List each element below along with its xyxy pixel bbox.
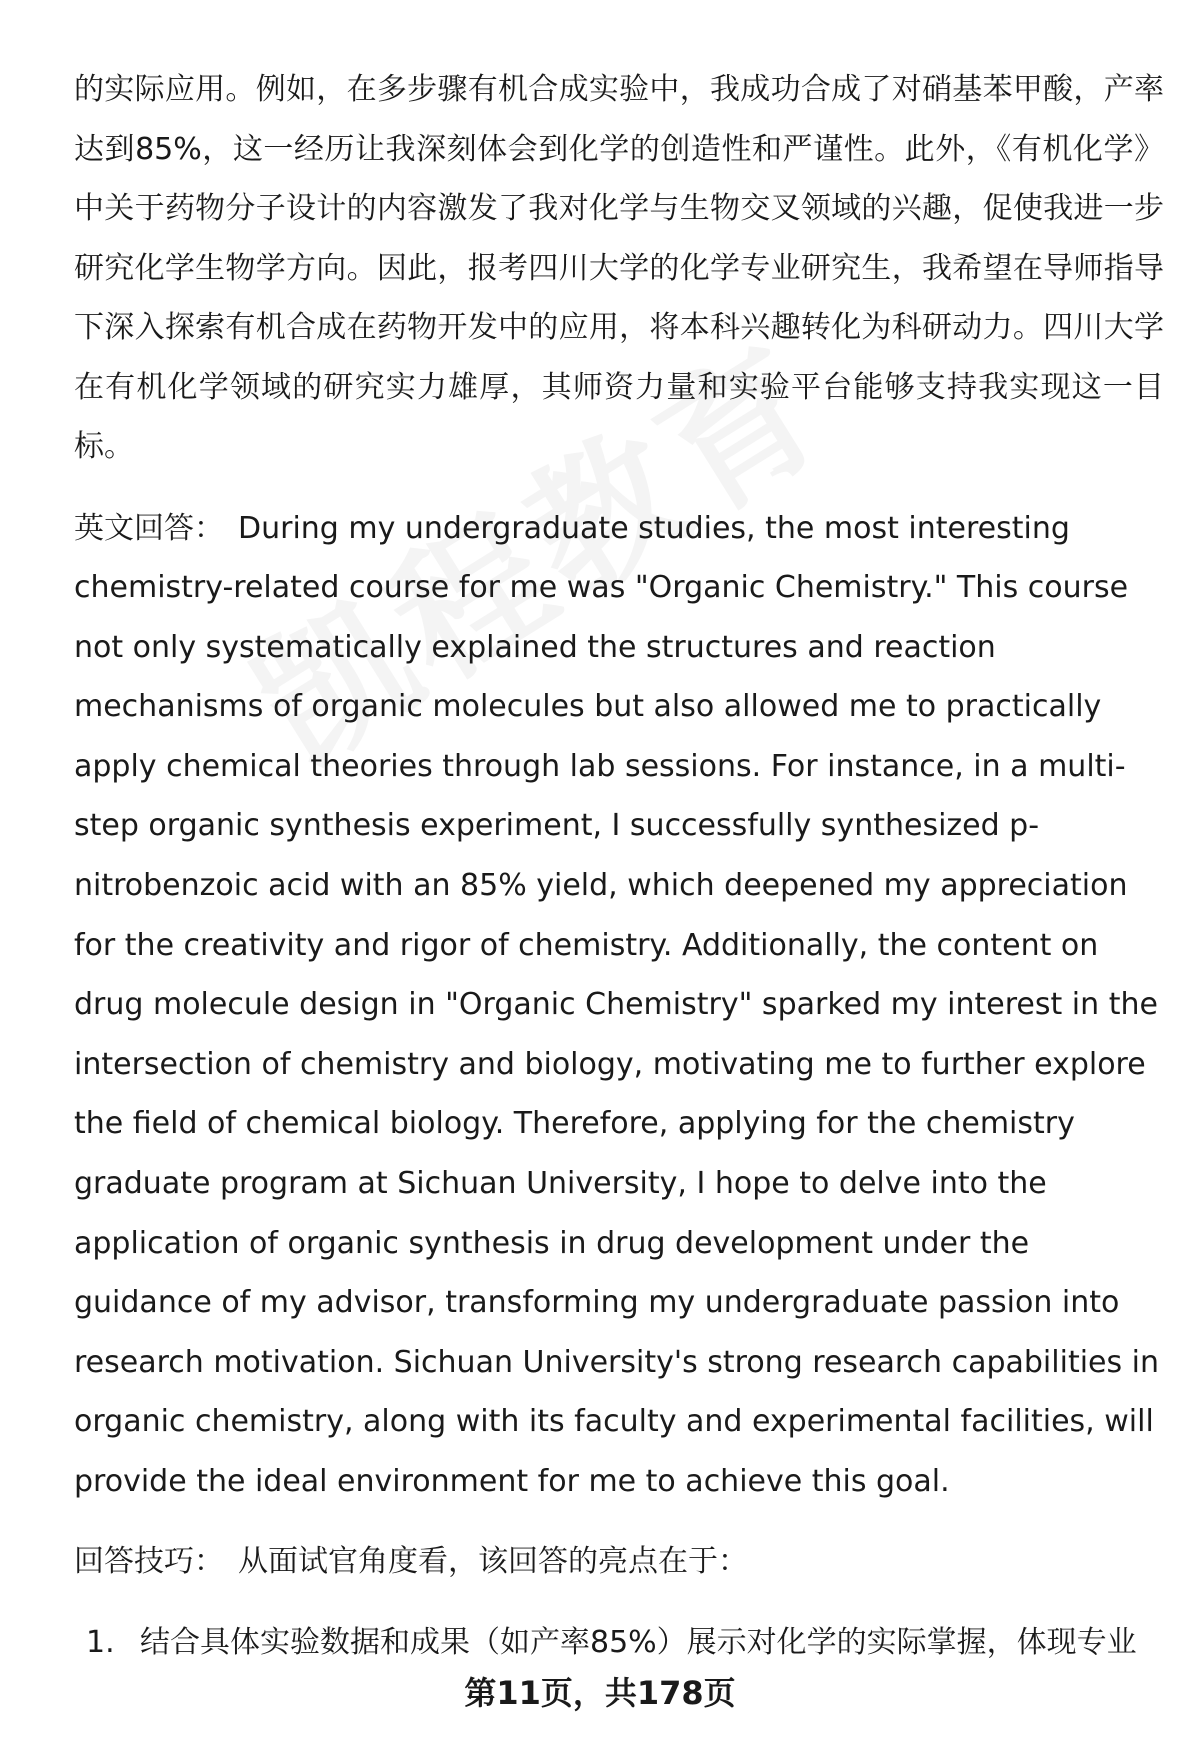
english-answer-label: 英文回答： [74, 510, 224, 546]
chinese-answer-paragraph: 的实际应用。例如，在多步骤有机合成实验中，我成功合成了对硝基苯甲酸，产率达到85%，这一经历让我深刻体会到化学的创造性和严谨性。此外，《有机化学》中关于药物分子设计的内容激发了我对化学与生物交叉领域的兴趣，促使我进一步研究化学生物学方向。因此，报考四川大学的化学专业研究生，我希望在导师指导下深入探索有机合成在药物开发中的应用，将本科兴趣转化为科研动力。四川大学在有机化学领域的研究实力雄厚，其师资力量和实验平台能够支持我实现这一目标。 [74, 72, 1164, 464]
tips-list [74, 1613, 1164, 1672]
english-answer-text: During my undergraduate studies, the most interesting chemistry-related course for me was "Organic Chemistry." This course not only systematically explained the structures and reaction mechanisms of organic molecules but also allowed me to practically apply chemical theories through lab sessions. For instance, in a multi-step organic synthesis experiment, I successfully synthesized p-nitrobenzoic acid with an 85% yield, which deepened my appreciation for the creativity and rigor of chemistry. Additionally, the content on drug molecule design in "Organic Chemistry" sparked my interest in the intersection of chemistry and biology, motivating me to further explore the field of chemical biology. Therefore, applying for the chemistry graduate program at Sichuan University, I hope to delve into the application of organic synthesis in drug development under the guidance of my advisor, transforming my undergraduate passion into research motivation. Sichuan University's strong research capabilities in organic chemistry, along with its faculty and experimental facilities, will provide the ideal environment for me to achieve this goal. [74, 510, 1160, 1499]
list-item [74, 1613, 1164, 1672]
list-item-number: 1. [86, 1624, 115, 1660]
list-item-text: 结合具体实验数据和成果（如产率85%）展示对化学的实际掌握，体现专业 [140, 1624, 1137, 1660]
page-number-footer: 第11页，共178页 [464, 1674, 736, 1712]
answer-tips-intro: 从面试官角度看，该回答的亮点在于： [238, 1543, 748, 1579]
answer-tips-label: 回答技巧： [74, 1543, 224, 1579]
english-answer-paragraph [74, 499, 1164, 1512]
answer-tips-heading [74, 1532, 1164, 1591]
page-content [74, 60, 1164, 1672]
